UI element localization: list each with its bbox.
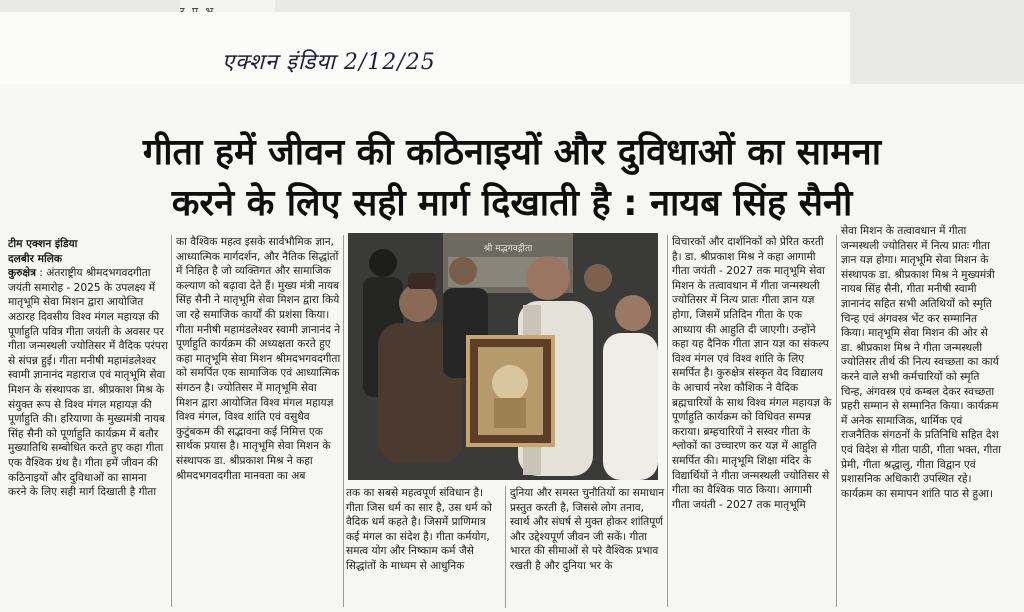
column-3-text: तक का सबसे महत्वपूर्ण संविधान है। गीता जिस धर्म का सार है, उस धर्म को वैदिक धर्म कहते है। जिसमें प्राणिमात्र कई मंगल का संदेश है। गीता कर्मयोग, समत्व योग और निष्काम कर्म जैसे सिद्धांतों के माध्यम से आधुनिक <box>346 487 492 572</box>
headline-line-2: करने के लिए सही मार्ग दिखाती है : नायब सिंह सैनी <box>171 183 853 224</box>
handwritten-source-date: एक्शन इंडिया 2/12/25 <box>222 50 436 75</box>
column-divider <box>343 235 344 607</box>
column-divider <box>836 235 837 607</box>
photo-illustration <box>348 233 658 480</box>
article-column-6 <box>841 224 1001 607</box>
column-6-text: सेवा मिशन के तत्वावधान में गीता जन्मस्थली ज्योतिसर में नित्य प्रातः गीता ज्ञान यज्ञ होगा। मातृभूमि सेवा मिशन के संस्थापक डा. श्रीप्रकाश मिश्र ने मुख्यमंत्री नायब सिंह सैनी, गीता मनीषी स्वामी ज्ञानानंद सहित सभी अतिथियों को स्मृति चिन्ह एवं अंगवस्त्र भेंट कर सम्मानित किया। मातृभूमि सेवा मिशन की ओर से डा. श्रीप्रकाश मिश्र ने गीता जन्मस्थली ज्योतिसर तीर्थ की नित्य स्वच्छता का कार्य करने वाले सभी कर्मचारियों को स्मृति चिन्ह, अंगवस्त्र एवं कम्बल देकर स्वच्छता प्रहरी सम्मान से सम्मानित किया। कार्यक्रम में अनेक सामाजिक, धार्मिक एवं राजनैतिक संगठनों के प्रतिनिधि सहित देश एवं विदेश से गीता पाठी, गीता भक्त, गीता प्रेमी, गीता श्रद्धालु, गीता विद्वान एवं प्रशासनिक अधिकारी उपस्थित रहे। कार्यक्रम का समापन शांति पाठ से हुआ। <box>841 225 1001 500</box>
column-1-body: अंतराष्ट्रीय श्रीमदभगवदगीता जयंती समारोह - 2025 के उपलक्ष्य में मातृभूमि सेवा मिशन द्वारा आयोजित अठारह दिवसीय विश्व मंगल महायज्ञ की पूर्णाहुति पवित्र गीता जयंती के अवसर पर गीता जन्मस्थली ज्योतिसर में वैदिक परंपरा से संपन्न हुई। गीता मनीषी महामंडलेश्वर स्वामी ज्ञानानंद महाराज एवं मातृभूमि सेवा मिशन के संस्थापक डा. श्रीप्रकाश मिश्र के संयुक्त रूप से विश्व मंगल महायज्ञ की पूर्णाहुति की। हरियाणा के मुख्यमंत्री नायब सिंह सैनी को पूर्णाहुति कार्यक्रम में बतौर मुख्यातिथि सम्बोधित करते हुए कहा गीता एक वैश्विक ग्रंथ है। गीता हमें जीवन की कठिनाइयों और दुविधाओं का सामना करने के लिए सही मार्ग दिखाती है गीता <box>8 267 168 499</box>
column-4-text: दुनिया और समस्त चुनौतियों का समाधान प्रस्तुत करती है, जिससे लोग तनाव, स्वार्थ और संघर्ष से मुक्त होकर शांतिपूर्ण और उद्देश्यपूर्ण जीवन जी सकें। गीता भारत की सीमाओं से परे वैश्विक प्रभाव रखती है और दुनिया भर के <box>510 487 665 572</box>
article-column-2 <box>176 235 341 607</box>
news-photo <box>348 233 658 480</box>
dateline: कुरुक्षेत्र <box>8 267 36 280</box>
byline-team: टीम एक्शन इंडिया <box>8 238 78 250</box>
article-column-3 <box>346 486 501 609</box>
byline-reporter: दलबीर मलिक <box>8 252 63 265</box>
article-column-5 <box>672 235 832 607</box>
column-divider <box>171 235 172 607</box>
article-column-1 <box>8 237 168 609</box>
column-5-text: विचारकों और दार्शनिकों को प्रेरित करती है। डा. श्रीप्रकाश मिश्र ने कहा आगामी गीता जयंती - 2027 तक मातृभूमि सेवा मिशन के तत्वावधान में गीता जन्मस्थली ज्योतिसर में नित्य प्रातः गीता ज्ञान यज्ञ होगा, जिसमें प्रतिदिन गीता के एक आध्याय की आहुति दी जाएगी। उन्होंने कहा यह दैनिक गीता ज्ञान यज्ञ का संकल्प विश्व मंगल एवं विश्व शांति के लिए समर्पित है। कुरुक्षेत्र संस्कृत वेद विद्यालय के आचार्य नरेश कौशिक ने वैदिक ब्रह्मचारियों के साथ विश्व मंगल महायज्ञ के पूर्णाहुति कार्यक्रम को विधिवत सम्पन्न कराया। ब्रम्हचारियों ने सस्वर गीता के श्लोकों का उच्चारण कर यज्ञ में आहुति समर्पित की। मातृभूमि शिक्षा मंदिर के विद्यार्थियों ने गीता जन्मस्थली ज्योतिसर से गीता का वैश्विक पाठ किया। आगामी गीता जयंती - 2027 तक मातृभूमि <box>672 236 832 511</box>
article-column-4 <box>510 486 665 609</box>
headline-line-1: गीता हमें जीवन की कठिनाइयों और दुविधाओं का सामना <box>142 132 882 173</box>
column-divider <box>667 235 668 607</box>
column-1-text: कुरुक्षेत्र : अंतराष्ट्रीय श्रीमदभगवदगीता जयंती समारोह - 2025 के उपलक्ष्य में मातृभूमि सेवा मिशन द्वारा आयोजित अठारह दिवसीय विश्व मंगल महायज्ञ की पूर्णाहुति पवित्र गीता जयंती के अवसर पर गीता जन्मस्थली ज्योतिसर में वैदिक परंपरा से संपन्न हुई। गीता मनीषी महामंडलेश्वर स्वामी ज्ञानानंद महाराज एवं मातृभूमि सेवा मिशन के संस्थापक डा. श्रीप्रकाश मिश्र के संयुक्त रूप से विश्व मंगल महायज्ञ की पूर्णाहुति की। हरियाणा के मुख्यमंत्री नायब सिंह सैनी को पूर्णाहुति कार्यक्रम में बतौर मुख्यातिथि सम्बोधित करते हुए कहा गीता एक वैश्विक ग्रंथ है। गीता हमें जीवन की कठिनाइयों और दुविधाओं का सामना करने के लिए सही मार्ग दिखाती है गीता <box>8 267 168 499</box>
column-divider <box>505 486 506 608</box>
column-2-text: का वैश्विक महत्व इसके सार्वभौमिक ज्ञान, आध्यात्मिक मार्गदर्शन, और नैतिक सिद्धांतों में निहित है जो व्यक्तिगत और सामाजिक कल्याण को बढ़ावा देते हैं। मुख्य मंत्री नायब सिंह सैनी ने मातृभूमि सेवा मिशन द्वारा किये जा रहे समाजिक कार्यों की प्रशंसा किया। गीता मनीषी महामंडलेश्वर स्वामी ज्ञानानंद ने पूर्णाहुति कार्यक्रम की अध्यक्षता करते हुए कहा मातृभूमि सेवा मिशन श्रीमदभगवदगीता को समर्पित एक सामाजिक एवं आध्यात्मिक संगठन है। ज्योतिसर में मातृभूमि सेवा मिशन द्वारा आयोजित विश्व मंगल महायज्ञ विश्व मंगल, विश्व शांति एवं वसुधैव कुटुंबकम की सद्भावना कई निमित्त एक सार्थक प्रयास है। मातृभूमि सेवा मिशन के संस्थापक डा. श्रीप्रकाश मिश्र ने कहा श्रीमदभगवदगीता मानवता का अब <box>176 236 341 482</box>
photo-banner-text: श्री मद्भगवद्गीता <box>483 244 533 254</box>
